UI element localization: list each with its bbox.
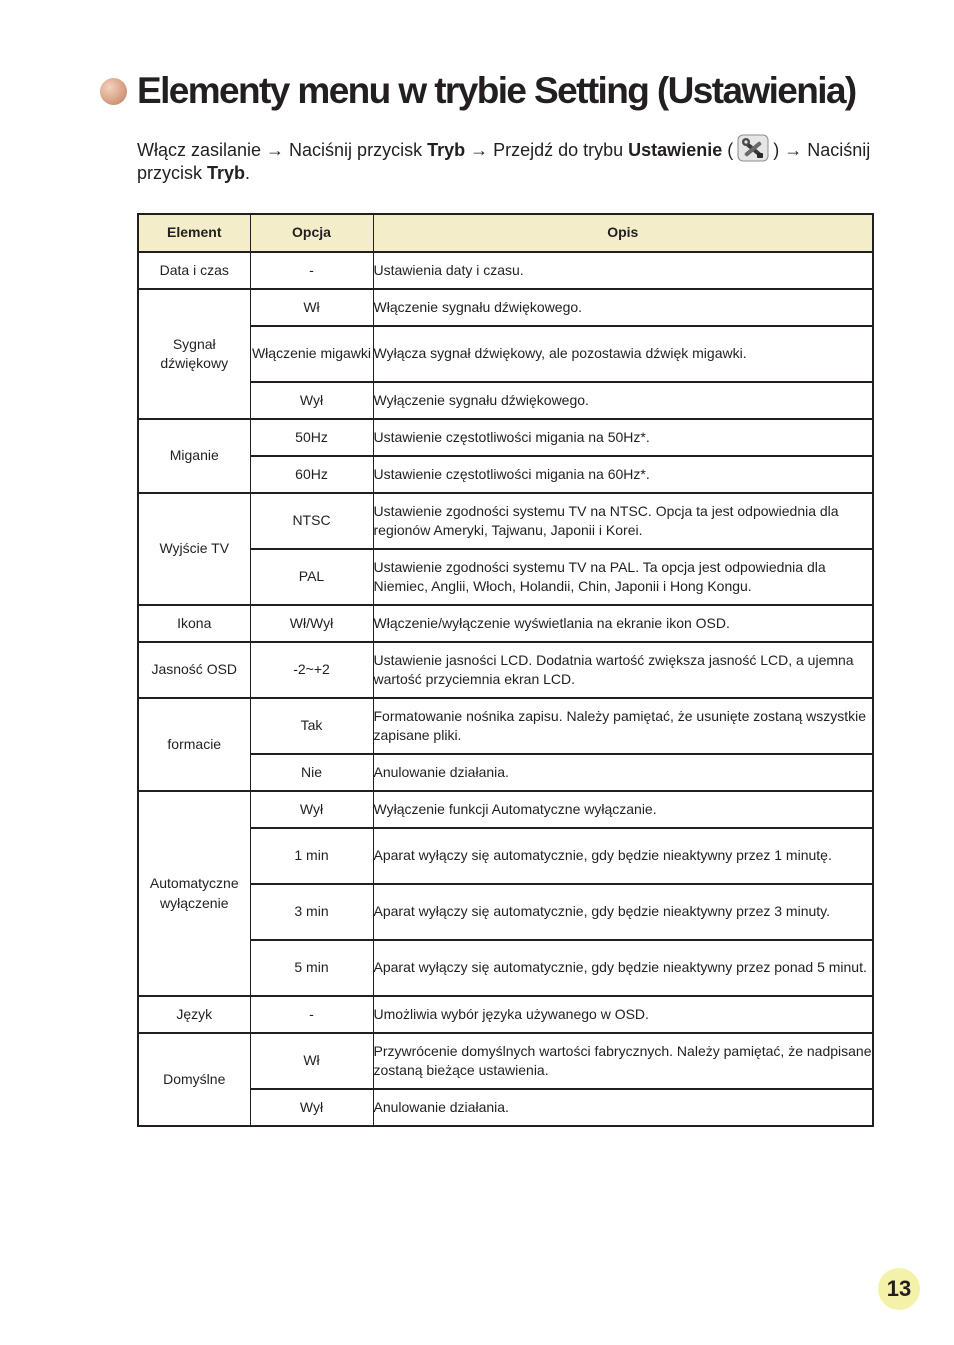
description-cell: Aparat wyłączy się automatycznie, gdy będzie nieaktywny przez 1 minutę. xyxy=(373,828,873,884)
intro-text: ( xyxy=(722,140,734,160)
option-cell: 1 min xyxy=(250,828,373,884)
intro-bold-setting: Ustawienie xyxy=(628,140,723,160)
bullet-icon xyxy=(100,78,127,105)
table-row xyxy=(138,289,873,326)
table-row xyxy=(138,252,873,289)
table-row xyxy=(138,698,873,754)
element-cell: Wyjście TV xyxy=(138,493,250,605)
intro-paragraph xyxy=(137,134,877,185)
intro-bold-mode: Tryb xyxy=(207,163,246,183)
option-cell: 5 min xyxy=(250,940,373,996)
page-number: 13 xyxy=(878,1268,920,1310)
header-element: Element xyxy=(138,214,250,252)
table-row xyxy=(138,1033,873,1089)
option-cell: Wł xyxy=(250,289,373,326)
element-cell: Domyślne xyxy=(138,1033,250,1126)
description-cell: Aparat wyłączy się automatycznie, gdy będzie nieaktywny przez 3 minuty. xyxy=(373,884,873,940)
title-row xyxy=(100,66,856,116)
description-cell: Anulowanie działania. xyxy=(373,1089,873,1126)
option-cell: 60Hz xyxy=(250,456,373,493)
description-cell: Ustawienie częstotliwości migania na 50Hz*. xyxy=(373,419,873,456)
description-cell: Wyłączenie funkcji Automatyczne wyłączanie. xyxy=(373,791,873,828)
option-cell: Wł xyxy=(250,1033,373,1089)
settings-table xyxy=(137,213,874,1127)
table-row xyxy=(138,642,873,698)
description-cell: Aparat wyłączy się automatycznie, gdy będzie nieaktywny przez ponad 5 minut. xyxy=(373,940,873,996)
description-cell: Ustawienie zgodności systemu TV na NTSC. Opcja ta jest odpowiednia dla regionów Ameryki, Tajwanu, Japonii i Korei. xyxy=(373,493,873,549)
description-cell: Ustawienie zgodności systemu TV na PAL. Ta opcja jest odpowiednia dla Niemiec, Anglii, Włoch, Holandii, Chin, Japonii i Hong Kongu. xyxy=(373,549,873,605)
option-cell: PAL xyxy=(250,549,373,605)
description-cell: Formatowanie nośnika zapisu. Należy pamiętać, że usunięte zostaną wszystkie zapisane pliki. xyxy=(373,698,873,754)
option-cell: 3 min xyxy=(250,884,373,940)
option-cell: NTSC xyxy=(250,493,373,549)
table-row xyxy=(138,996,873,1033)
setting-tools-icon xyxy=(737,134,769,162)
option-cell: - xyxy=(250,252,373,289)
intro-text: → Przejdź do trybu xyxy=(465,140,629,160)
element-cell: Język xyxy=(138,996,250,1033)
description-cell: Ustawienia daty i czasu. xyxy=(373,252,873,289)
option-cell: Wył xyxy=(250,791,373,828)
header-description: Opis xyxy=(373,214,873,252)
intro-bold-mode: Tryb xyxy=(427,140,466,160)
description-cell: Wyłącza sygnał dźwiękowy, ale pozostawia dźwięk migawki. xyxy=(373,326,873,382)
option-cell: Wył xyxy=(250,1089,373,1126)
option-cell: - xyxy=(250,996,373,1033)
option-cell: -2~+2 xyxy=(250,642,373,698)
option-cell: 50Hz xyxy=(250,419,373,456)
page-title: Elementy menu w trybie Setting (Ustawienia) xyxy=(137,70,856,111)
option-cell: Nie xyxy=(250,754,373,791)
option-cell: Tak xyxy=(250,698,373,754)
element-cell: Ikona xyxy=(138,605,250,642)
description-cell: Ustawienie jasności LCD. Dodatnia wartość zwiększa jasność LCD, a ujemna wartość przyciemnia ekran LCD. xyxy=(373,642,873,698)
intro-text: ) → Naciśnij przycisk xyxy=(137,140,871,183)
intro-text: Włącz zasilanie → Naciśnij przycisk xyxy=(137,140,428,160)
element-cell: Sygnał dźwiękowy xyxy=(138,289,250,419)
description-cell: Włączenie/wyłączenie wyświetlania na ekranie ikon OSD. xyxy=(373,605,873,642)
option-cell: Włączenie migawki xyxy=(250,326,373,382)
element-cell: Miganie xyxy=(138,419,250,493)
table-row xyxy=(138,791,873,828)
table-header-row xyxy=(138,214,873,252)
header-option: Opcja xyxy=(250,214,373,252)
description-cell: Włączenie sygnału dźwiękowego. xyxy=(373,289,873,326)
table-row xyxy=(138,493,873,549)
description-cell: Anulowanie działania. xyxy=(373,754,873,791)
description-cell: Wyłączenie sygnału dźwiękowego. xyxy=(373,382,873,419)
description-cell: Ustawienie częstotliwości migania na 60Hz*. xyxy=(373,456,873,493)
element-cell: Data i czas xyxy=(138,252,250,289)
option-cell: Wył xyxy=(250,382,373,419)
intro-text: . xyxy=(245,163,251,183)
option-cell: Wł/Wył xyxy=(250,605,373,642)
element-cell: Automatyczne wyłączenie xyxy=(138,791,250,996)
table-row xyxy=(138,419,873,456)
description-cell: Umożliwia wybór języka używanego w OSD. xyxy=(373,996,873,1033)
element-cell: formacie xyxy=(138,698,250,791)
table-row xyxy=(138,605,873,642)
description-cell: Przywrócenie domyślnych wartości fabrycznych. Należy pamiętać, że nadpisane zostaną bieżące ustawienia. xyxy=(373,1033,873,1089)
element-cell: Jasność OSD xyxy=(138,642,250,698)
